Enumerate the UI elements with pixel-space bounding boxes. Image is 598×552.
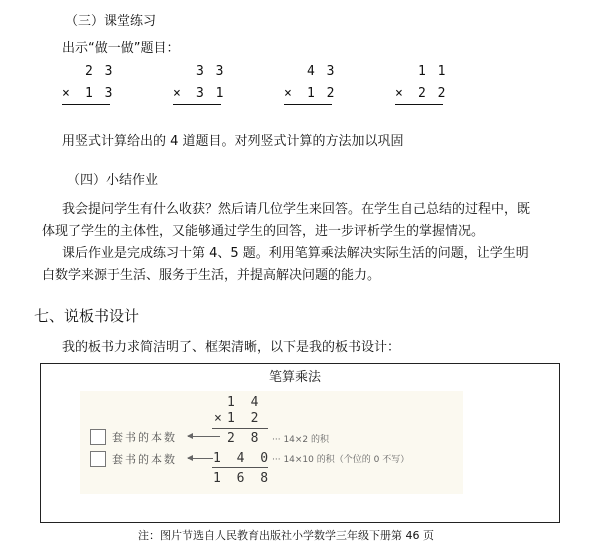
label-books-count-1: 套书的本数	[112, 431, 177, 444]
problem-4-top: 1 1	[418, 64, 448, 79]
footnote: 注：图片节选自人民教育出版社小学数学三年级下册第 46 页	[138, 529, 434, 542]
summary-p1-line2: 体现了学生的主体性，又能够通过学生的回答，进一步评析学生的掌握情况。	[42, 224, 485, 239]
summary-p2-line2: 白数学来源于生活、服务于生活，并提高解决问题的能力。	[42, 268, 381, 283]
practice-note: 用竖式计算给出的 4 道题目。对列竖式计算的方法加以巩固	[62, 134, 404, 149]
underline	[173, 104, 221, 105]
problem-3-top: 4 3	[307, 64, 337, 79]
summary-p2-line1: 课后作业是完成练习十第 4、5 题。利用笔算乘法解决实际生活的问题，让学生明	[62, 246, 529, 261]
rule-line	[212, 467, 268, 468]
underline	[395, 104, 443, 105]
factor-top: 1 4	[227, 395, 263, 410]
summary-p1-line1: 我会提问学生有什么收获？然后请几位学生来回答。在学生自己总结的过程中，既	[62, 202, 531, 217]
partial-product-2: 1 4 0	[213, 451, 273, 466]
underline	[284, 104, 332, 105]
practice-heading: （三）课堂练习	[65, 14, 157, 29]
product-result: 1 6 8	[213, 471, 273, 486]
note-partial-1: ··· 14×2 的积	[272, 435, 330, 445]
times-sign: ×	[395, 86, 405, 101]
arrow-left-icon	[188, 436, 220, 437]
board-intro: 我的板书力求简洁明了、框架清晰，以下是我的板书设计：	[62, 340, 401, 355]
problem-3-bottom: 1 2	[307, 86, 337, 101]
times-sign: ×	[173, 86, 183, 101]
times-sign: ×	[62, 86, 72, 101]
label-box	[90, 429, 106, 445]
label-books-count-2: 套书的本数	[112, 453, 177, 466]
problem-4-bottom: 2 2	[418, 86, 448, 101]
times-sign: ×	[214, 411, 226, 426]
practice-intro: 出示“做一做”题目：	[62, 41, 180, 56]
note-partial-2: ··· 14×10 的积（个位的 0 不写）	[272, 455, 410, 465]
factor-bottom: 1 2	[227, 411, 263, 426]
problem-1-bottom: 1 3	[85, 86, 115, 101]
board-heading: 七、说板书设计	[34, 307, 140, 325]
problem-2-bottom: 3 1	[196, 86, 226, 101]
problem-2-top: 3 3	[196, 64, 226, 79]
label-box	[90, 451, 106, 467]
times-sign: ×	[284, 86, 294, 101]
summary-heading: （四）小结作业	[67, 173, 159, 188]
partial-product-1: 2 8	[227, 431, 263, 446]
board-title: 笔算乘法	[269, 370, 322, 385]
problem-1-top: 2 3	[85, 64, 115, 79]
rule-line	[212, 428, 268, 429]
underline	[62, 104, 110, 105]
multiplication-figure	[80, 391, 463, 494]
arrow-left-icon	[188, 458, 213, 459]
